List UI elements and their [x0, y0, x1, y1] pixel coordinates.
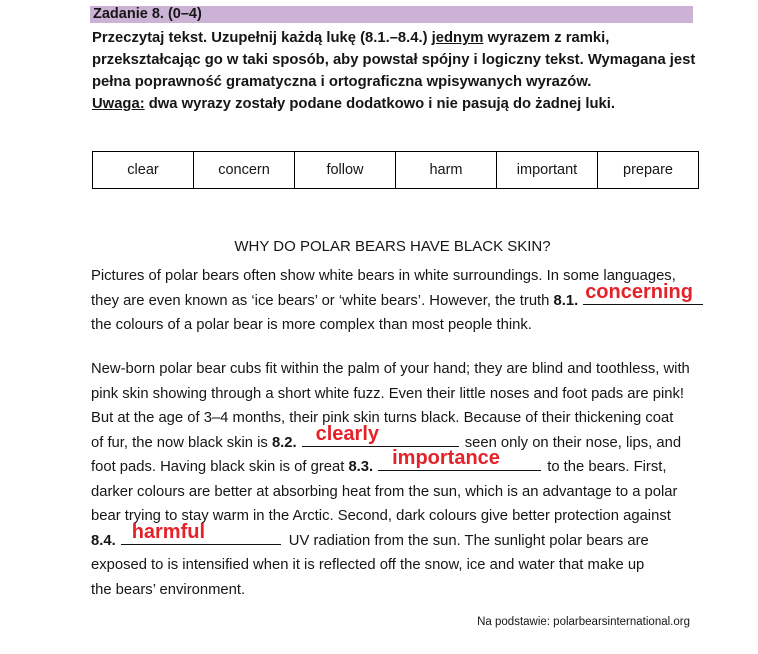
- gap-8-2-blank[interactable]: [302, 422, 459, 447]
- instructions-line-1: Przeczytaj tekst. Uzupełnij każdą lukę (8.1.–8.4.) jednym wyrazem z ramki,: [92, 30, 610, 46]
- paragraph-1: [91, 264, 731, 338]
- p2-line-2: pink skin showing through a short white fuzz. Even their little noses and foot pads are pink!: [91, 385, 685, 402]
- p2-line-8: 8.4. harmful UV radiation from the sun. The sunlight polar bears are: [91, 520, 649, 549]
- p2-line-6: darker colours are better at absorbing heat from the sun, which is an advantage to a polar: [91, 483, 678, 500]
- gap-8-3-blank[interactable]: [378, 447, 541, 471]
- p1-line-1: Pictures of polar bears often show white bears in white surroundings. In some languages,: [91, 268, 676, 284]
- instructions-line-4: Uwaga: dwa wyrazy zostały podane dodatkowo i nie pasują do żadnej luki.: [92, 96, 615, 112]
- p2-line-9: exposed to is intensified when it is reflected off the snow, ice and water that make up: [91, 557, 645, 573]
- p2-line-5: foot pads. Having black skin is of great 8.3. importance to the bears. First,: [91, 447, 667, 475]
- underlined-word-uwaga: Uwaga:: [92, 96, 145, 112]
- word-bank-cell-clear: clear: [93, 152, 194, 189]
- p2-line-7: bear trying to stay warm in the Arctic. Second, dark colours give better protection against: [91, 508, 671, 524]
- task-header-bar: [90, 6, 693, 23]
- gap-8-4-blank[interactable]: [121, 520, 281, 545]
- word-bank-cell-prepare: prepare: [598, 152, 699, 189]
- p2-line-4: of fur, the now black skin is 8.2. clearly seen only on their nose, lips, and: [91, 422, 682, 451]
- word-bank-cell-concern: concern: [194, 152, 295, 189]
- gap-8-3-number: 8.3.: [348, 459, 374, 475]
- p2-line-10: the bears’ environment.: [91, 581, 246, 598]
- task-instructions: [92, 27, 717, 115]
- gap-8-2-number: 8.2.: [271, 434, 297, 451]
- source-attribution: Na podstawie: polarbearsinternational.org: [477, 616, 690, 628]
- word-bank-table: [92, 151, 699, 189]
- underlined-word-jednym: jednym: [431, 30, 484, 46]
- word-bank-cell-harm: harm: [396, 152, 497, 189]
- word-bank-cell-important: important: [497, 152, 598, 189]
- p1-line-2: they are even known as ‘ice bears’ or ‘white bears’. However, the truth 8.1. concerning: [91, 289, 731, 314]
- answer-8-2: clearly: [315, 422, 380, 445]
- gap-8-1-number: 8.1.: [553, 292, 579, 309]
- reading-title: WHY DO POLAR BEARS HAVE BLACK SKIN?: [234, 238, 551, 255]
- answer-8-4: harmful: [131, 520, 206, 543]
- word-bank-cell-follow: follow: [295, 152, 396, 189]
- p2-line-1: New-born polar bear cubs fit within the palm of your hand; they are blind and toothless, with: [91, 361, 690, 377]
- paragraph-2: [91, 357, 731, 602]
- answer-8-1: concerning: [585, 280, 693, 303]
- instructions-line-2: przekształcając go w taki sposób, aby powstał spójny i logiczny tekst. Wymagana jest: [92, 52, 696, 68]
- word-bank-row: [93, 152, 699, 189]
- gap-8-4-number: 8.4.: [91, 532, 116, 549]
- task-title: Zadanie 8. (0–4): [93, 6, 202, 22]
- p2-line-3: But at the age of 3–4 months, their pink skin turns black. Because of their thickening coat: [91, 410, 674, 426]
- p1-line-3: the colours of a polar bear is more complex than most people think.: [91, 317, 532, 333]
- answer-8-3: importance: [392, 447, 500, 469]
- instructions-line-3: pełna poprawność gramatyczna i ortograficzna wpisywanych wyrazów.: [92, 74, 592, 90]
- gap-8-1-blank[interactable]: [583, 280, 703, 305]
